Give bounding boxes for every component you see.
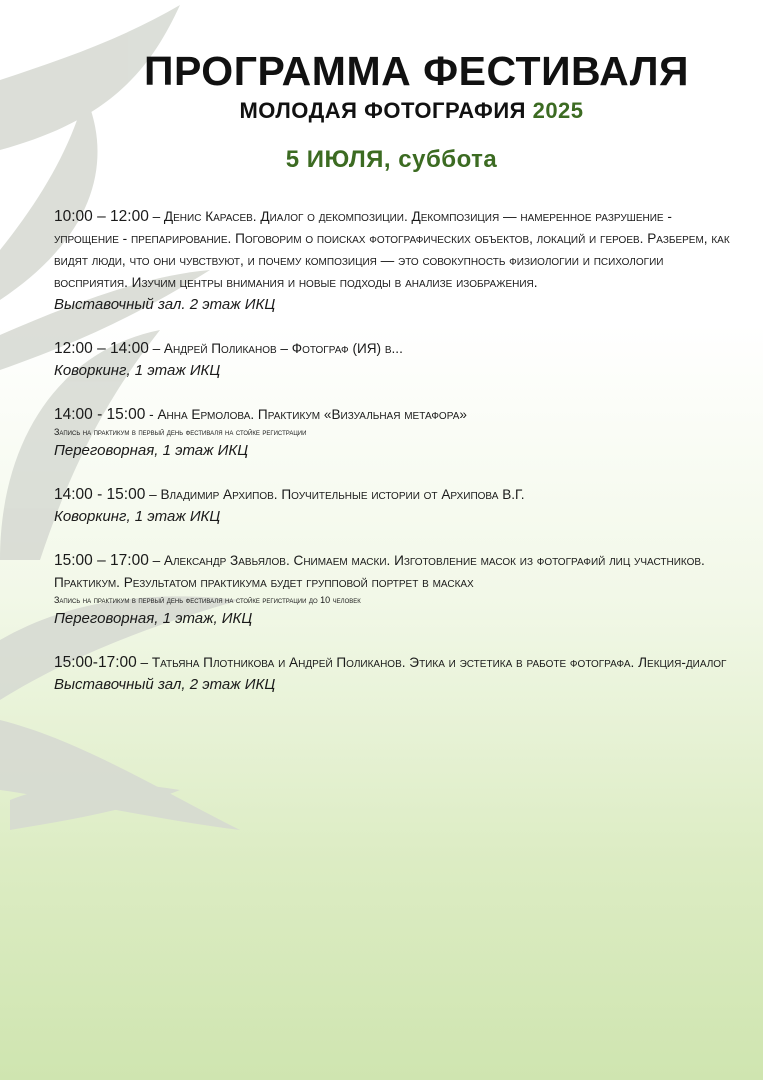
event-description xyxy=(54,404,734,426)
event-item xyxy=(54,652,734,695)
event-time: 15:00 – 17:00 xyxy=(54,552,149,569)
event-item xyxy=(54,338,734,381)
event-description xyxy=(54,652,734,674)
event-item xyxy=(54,550,734,629)
event-description xyxy=(54,484,734,506)
event-registration-note: Запись на практикум в первый день фестиваля на стойке регистрации xyxy=(54,427,307,437)
event-time: 14:00 - 15:00 xyxy=(54,406,146,423)
page-subtitle xyxy=(0,98,763,124)
event-description xyxy=(54,338,734,360)
event-time: 10:00 – 12:00 xyxy=(54,208,149,225)
event-text: - Анна Ермолова. Практикум «Визуальная метафора» xyxy=(145,407,467,422)
event-location: Коворкинг, 1 этаж ИКЦ xyxy=(54,508,221,525)
events-list xyxy=(54,206,734,718)
event-item xyxy=(54,206,734,315)
event-time: 15:00-17:00 xyxy=(54,654,137,671)
event-registration-note: Запись на практикум в первый день фестиваля на стойке регистрации до 10 человек xyxy=(54,595,361,605)
event-item xyxy=(54,484,734,527)
page-title: ПРОГРАММА ФЕСТИВАЛЯ xyxy=(144,48,689,94)
event-location: Переговорная, 1 этаж, ИКЦ xyxy=(54,610,253,627)
event-item xyxy=(54,404,734,461)
event-text: – Татьяна Плотникова и Андрей Поликанов. Этика и эстетика в работе фотографа. Лекция-диалог xyxy=(136,655,727,670)
event-time: 14:00 - 15:00 xyxy=(54,486,146,503)
event-text: – Денис Карасев. Диалог о декомпозиции. Декомпозиция — намеренное разрушение - упрощение - препарирование. Поговорим о поисках фотографических объектов, локаций и героев. Разберем, как видят люди, что они чувствуют, и почему композиция — это совокупность физиологии и психологии восприятия. Изучим центры внимания и новые подходы в анализе изображения. xyxy=(54,209,730,290)
event-text: – Владимир Архипов. Поучительные истории от Архипова В.Г. xyxy=(145,487,525,502)
event-location: Переговорная, 1 этаж ИКЦ xyxy=(54,442,249,459)
event-location: Коворкинг, 1 этаж ИКЦ xyxy=(54,362,221,379)
festival-name: МОЛОДАЯ ФОТОГРАФИЯ xyxy=(239,98,526,123)
event-text: – Александр Завьялов. Снимаем маски. Изготовление масок из фотографий лиц участников. Практикум. Результатом практикума будет групповой портрет в масках xyxy=(54,553,705,590)
event-time: 12:00 – 14:00 xyxy=(54,340,149,357)
event-description xyxy=(54,550,734,594)
festival-year: 2025 xyxy=(532,98,584,123)
program-date: 5 ИЮЛЯ, суббота xyxy=(285,146,498,173)
event-location: Выставочный зал, 2 этаж ИКЦ xyxy=(54,676,276,693)
event-location: Выставочный зал. 2 этаж ИКЦ xyxy=(54,296,276,313)
event-text: – Андрей Поликанов – Фотограф (ИЯ) в... xyxy=(148,341,403,356)
event-description xyxy=(54,206,734,294)
